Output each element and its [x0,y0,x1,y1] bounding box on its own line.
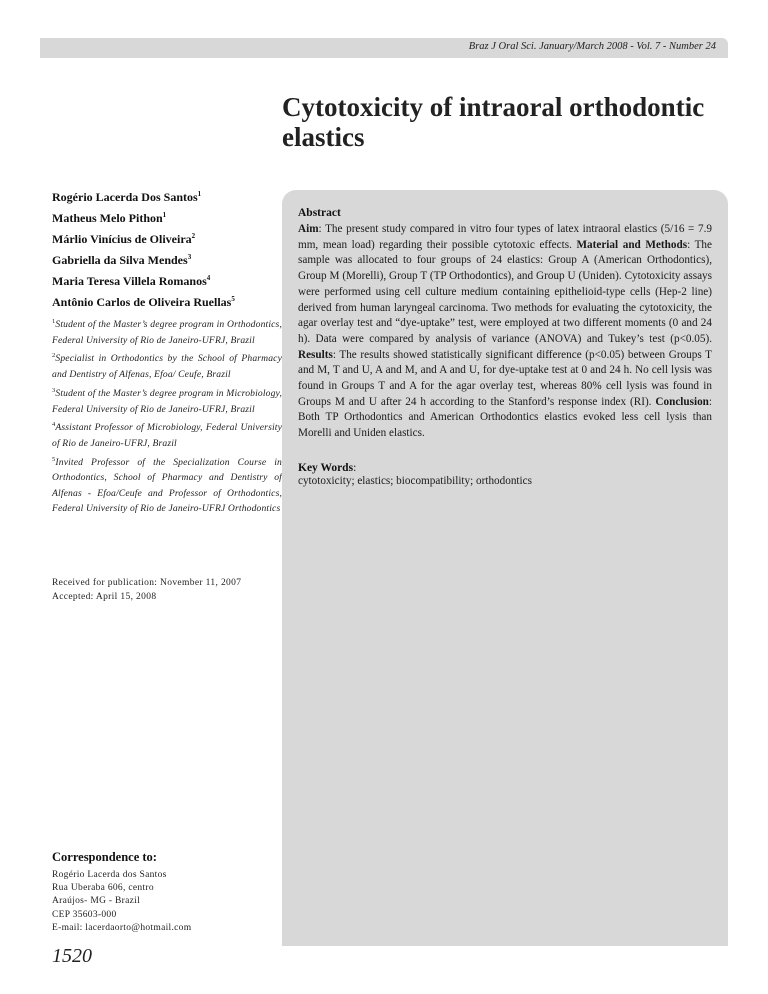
results-label: Results [298,348,333,361]
article-title: Cytotoxicity of intraoral orthodontic elastics [282,92,705,152]
author-name: Márlio Vinícius de Oliveira$^2$ [52,232,196,246]
correspondence-email: E-mail: lacerdaorto@hotmail.com [52,922,192,933]
affiliation-item: $^3$Student of the Master’s degree program in Microbiology, Federal University of Rio de Janeiro-UFRJ, Brazil [52,386,282,415]
author-block [52,185,282,517]
affiliation-item: $^1$Student of the Master’s degree program in Orthodontics, Federal University of Rio de Janeiro-UFRJ, Brazil [52,318,282,346]
aim-text: : The present study compared in vitro four types of latex intraoral elastics (5/16 = 7.9 mm, mean load) regarding their possible cytotoxic effects. [298,223,712,251]
conclusion-label: Conclusion [655,395,709,408]
accepted-date: Accepted: April 15, 2008 [52,592,157,602]
affiliation-item: $^5$Invited Professor of the Specialization Course in Orthodontics, School of Pharmacy and Dentistry of Alfenas - Efoa/Ceufe and Professor of Orthodontics, Federal University of Rio de Janeiro-UFRJ Orthodontics [52,455,282,515]
received-date: Received for publication: November 11, 2007 [52,578,242,588]
correspondence-block [52,850,282,935]
abstract-content [298,207,712,489]
publication-dates [52,576,282,604]
keywords-heading: Key Words: [298,461,357,474]
journal-citation: Braz J Oral Sci. January/March 2008 - Vol. 7 - Number 24 [468,41,716,52]
abstract-panel [282,190,728,946]
abstract-heading: Abstract [298,207,341,219]
author-name: Rogério Lacerda Dos Santos$^1$ [52,190,202,204]
page-number: 1520 [52,945,92,967]
author-name: Gabriella da Silva Mendes$^3$ [52,253,192,267]
author-name: Maria Teresa Villela Romanos$^4$ [52,274,211,288]
methods-text: : The sample was allocated to four groups of 24 elastics: Group A (American Orthodontics), Group M (Morelli), Group T (TP Orthodontics), and Group U (Uniden). Cytotoxicity assays were performed using cell culture medium containing epithelioid-type cells (Hep-2 line) derived from human laryngeal carcinoma. Two methods for evaluating the cytotoxicity, the agar overlay test and “dye-uptake” test, were employed at two different moments (0 and 24 h). Data were compared by analysis of variance (ANOVA) and Tukey’s test (p<0.05). [298,238,712,345]
correspondence-city: Araújos- MG - Brazil [52,896,141,907]
correspondence-name: Rogério Lacerda dos Santos [52,870,167,880]
keywords-list: cytotoxicity; elastics; biocompatibility; orthodontics [298,474,532,487]
methods-label: Material and Methods [576,238,688,251]
results-text: : The results showed statistically significant difference (p<0.05) between Groups T and M, T and U, A and M, and A and U, for dye-uptake test at 0 and 24 h. No cell lysis was found in Groups T and A for the agar overlay test, whereas 80% cell lysis was found in Groups M and U after 24 h according to the Stanford’s response index (RI). [298,348,712,408]
journal-header-bar [40,38,728,58]
conclusion-text: : Both TP Orthodontics and American Orthodontics elastics evoked less cell lysis than Morelli and Uniden elastics. [298,395,712,440]
correspondence-street: Rua Uberaba 606, centro [52,883,154,894]
author-name: Matheus Melo Pithon$^1$ [52,211,167,225]
author-name: Antônio Carlos de Oliveira Ruellas$^5$ [52,295,235,309]
affiliations-list [52,314,282,517]
correspondence-heading: Correspondence to: [52,850,157,864]
affiliation-item: $^4$Assistant Professor of Microbiology, Federal University of Rio de Janeiro-UFRJ, Brazil [52,421,282,449]
keywords-block [298,462,712,490]
abstract-body [298,222,712,442]
correspondence-postal-code: CEP 35603-000 [52,909,117,920]
affiliation-item: $^2$Specialist in Orthodontics by the School of Pharmacy and Dentistry of Alfenas, Efoa/ Ceufe, Brazil [52,352,282,381]
aim-label: Aim [298,223,319,235]
